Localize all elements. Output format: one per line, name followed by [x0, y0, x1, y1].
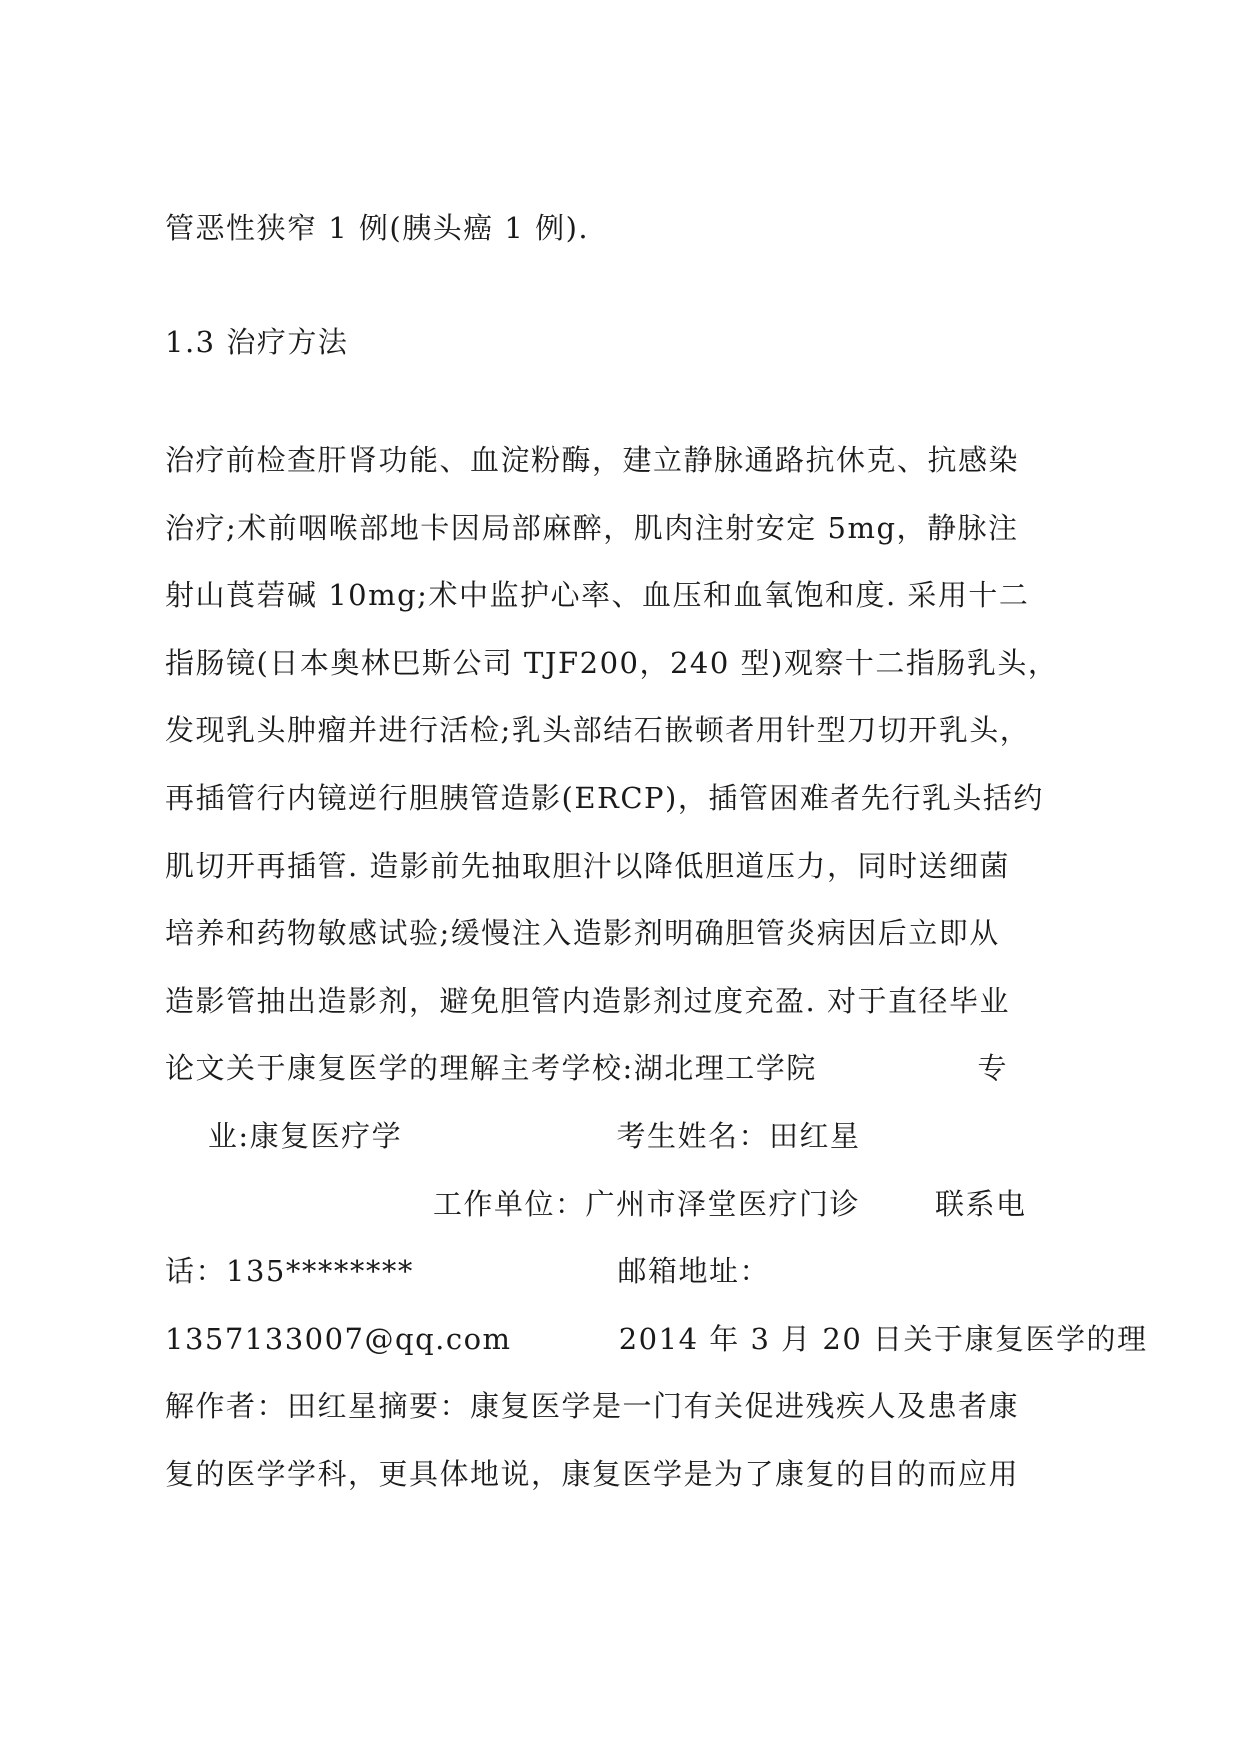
paragraph-line: 再插管行内镜逆行胆胰管造影(ERCP)，插管困难者先行乳头括约: [165, 780, 1044, 815]
paragraph-line: 复的医学学科，更具体地说，康复医学是为了康复的目的而应用: [165, 1456, 1020, 1491]
paragraph-line: 业:康复医疗学 考生姓名：田红星: [165, 1118, 861, 1153]
section-heading: 1.3 治疗方法: [165, 325, 349, 359]
paragraph-line: 造影管抽出造影剂，避免胆管内造影剂过度充盈. 对于直径毕业: [165, 983, 1010, 1018]
paragraph-line: 指肠镜(日本奥林巴斯公司 TJF200，240 型)观察十二指肠乳头，: [165, 645, 1059, 680]
treatment-paragraph: [165, 440, 1148, 1522]
paragraph-line: 话：135******** 邮箱地址：: [165, 1254, 770, 1289]
paragraph-line: 培养和药物敏感试验;缓慢注入造影剂明确胆管炎病因后立即从: [165, 916, 1000, 951]
paragraph-line: 治疗;术前咽喉部地卡因局部麻醉，肌肉注射安定 5mg，静脉注: [165, 510, 1019, 545]
paragraph-line: 解作者：田红星摘要：康复医学是一门有关促进残疾人及患者康: [165, 1389, 1020, 1424]
paragraph-line: 射山莨菪碱 10mg;术中监护心率、血压和血氧饱和度. 采用十二: [165, 578, 1030, 613]
paragraph-line: 治疗前检查肝肾功能、血淀粉酶，建立静脉通路抗休克、抗感染: [165, 443, 1020, 477]
paragraph-line: 肌切开再插管. 造影前先抽取胆汁以降低胆道压力，同时送细菌: [165, 848, 1010, 883]
paragraph-line: 论文关于康复医学的理解主考学校:湖北理工学院 专: [165, 1051, 1009, 1086]
paragraph-line: 1357133007@qq.com 2014 年 3 月 20 日关于康复医学的理: [165, 1321, 1148, 1356]
paragraph-line: 工作单位：广州市泽堂医疗门诊 联系电: [165, 1186, 1027, 1221]
paragraph-line: 发现乳头肿瘤并进行活检;乳头部结石嵌顿者用针型刀切开乳头，: [165, 713, 1031, 748]
intro-line: 管恶性狭窄 1 例(胰头癌 1 例).: [165, 211, 590, 245]
